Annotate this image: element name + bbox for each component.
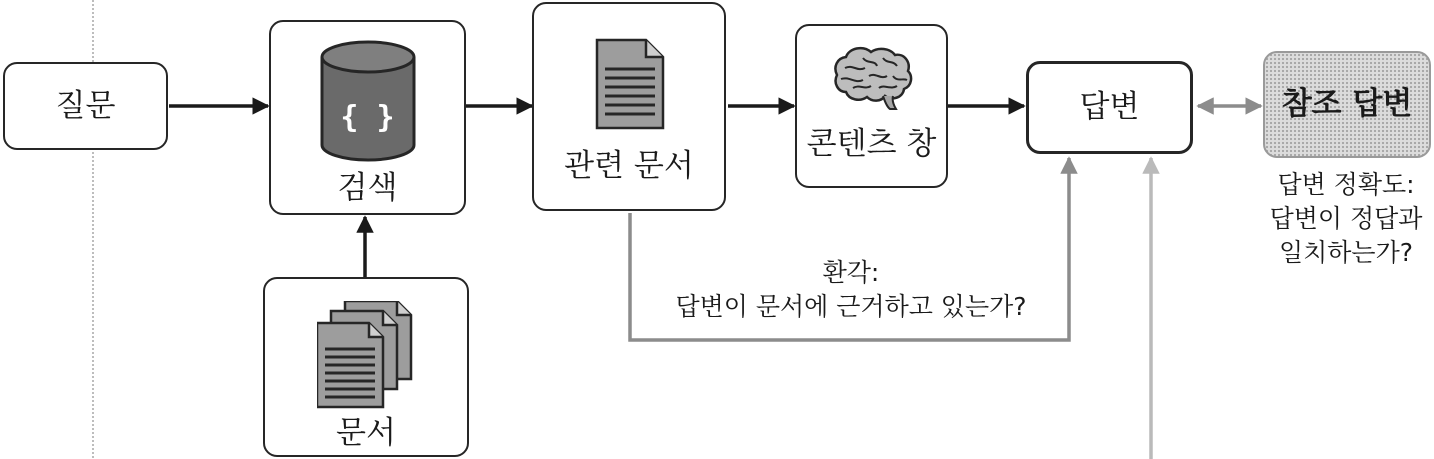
documents-label: 문서	[336, 415, 396, 451]
answer-label: 답변	[1079, 89, 1140, 125]
answer-accuracy-question-line2: 일치하는가?	[1278, 238, 1414, 267]
search-label: 검색	[337, 170, 398, 206]
reference-answer-node	[1263, 51, 1431, 158]
question-node	[3, 62, 168, 150]
hallucination-title: 환각:	[822, 258, 880, 287]
related-documents-node	[532, 2, 726, 211]
brain-icon	[833, 46, 913, 110]
hallucination-annotation	[638, 256, 1064, 324]
context-window-node	[795, 24, 948, 188]
search-node	[269, 20, 466, 215]
context-window-label: 콘텐츠 창	[806, 126, 937, 162]
hallucination-question: 답변이 문서에 근거하고 있는가?	[675, 292, 1027, 321]
documents-node	[263, 277, 469, 457]
reference-answer-label: 참조 답변	[1281, 86, 1413, 122]
database-brace-icon: { }	[340, 100, 395, 135]
document-icon	[594, 37, 666, 131]
answer-accuracy-annotation	[1257, 168, 1434, 270]
answer-accuracy-question-line1: 답변이 정답과	[1269, 204, 1423, 233]
question-label: 질문	[55, 88, 116, 124]
front-document	[317, 323, 383, 407]
answer-node	[1026, 61, 1193, 154]
related-documents-label: 관련 문서	[564, 148, 694, 184]
answer-accuracy-title: 답변 정확도:	[1277, 170, 1415, 199]
document-stack-icon	[317, 301, 417, 409]
